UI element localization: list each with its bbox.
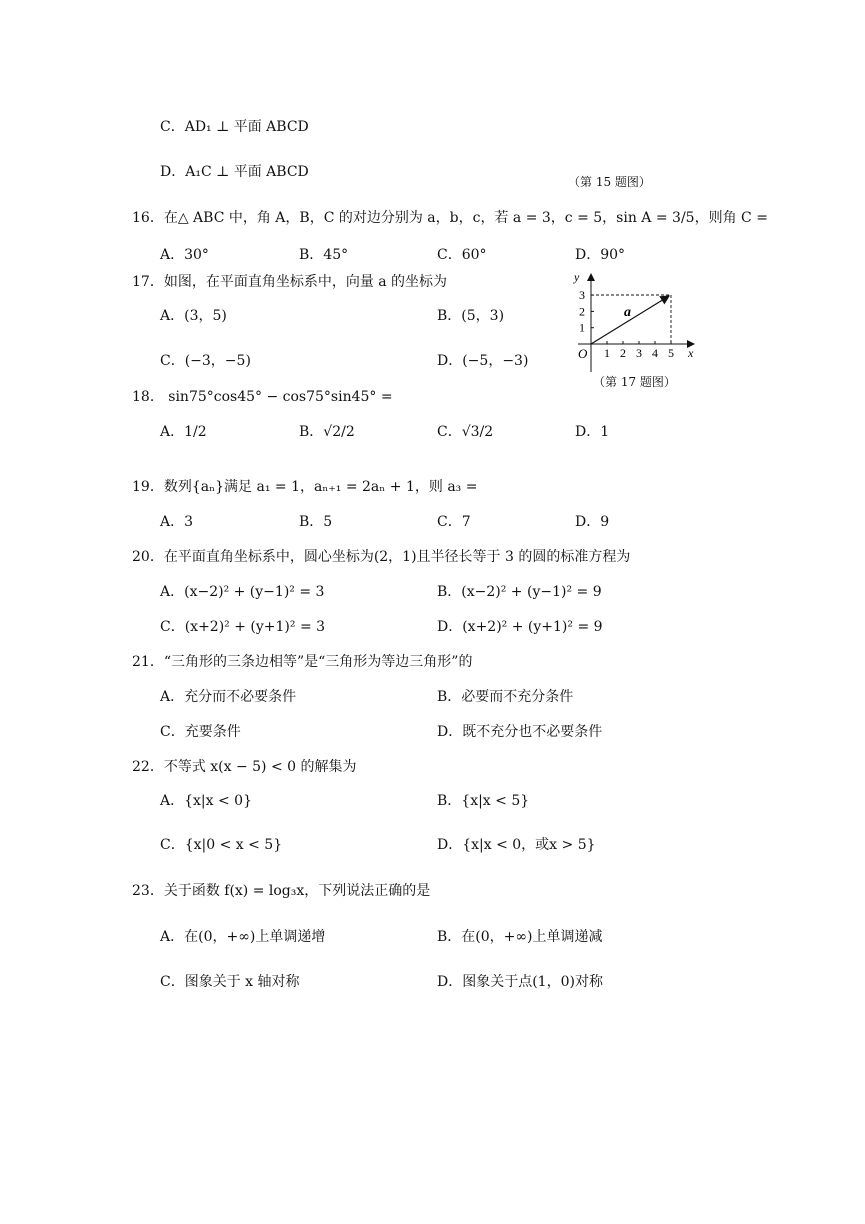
y-axis-label: y xyxy=(574,270,580,284)
q16-option-d: D．90° xyxy=(575,247,626,263)
q23-option-c: C．图象关于 x 轴对称 xyxy=(160,974,300,990)
q15-option-d: D．A₁C ⊥ 平面 ABCD xyxy=(160,164,309,180)
q17-option-b: B．(5，3) xyxy=(437,308,505,324)
q15-figure-caption: （第 15 题图） xyxy=(568,175,651,189)
q21-option-d: D．既不充分也不必要条件 xyxy=(437,724,603,740)
q18-option-a: A．1/2 xyxy=(160,424,207,440)
x-axis-label: x xyxy=(688,346,694,360)
q16-option-c: C．60° xyxy=(437,247,487,263)
q21-option-b: B．必要而不充分条件 xyxy=(437,689,574,705)
q22-option-d: D．{x|x < 0，或x > 5} xyxy=(437,837,596,853)
q19-option-c: C．7 xyxy=(437,514,471,530)
q19-option-b: B．5 xyxy=(299,514,333,530)
q19-stem: 19．数列{aₙ}满足 a₁ = 1，aₙ₊₁ = 2aₙ + 1，则 a₃ = xyxy=(132,479,478,495)
q20-option-d: D．(x+2)² + (y+1)² = 9 xyxy=(437,619,603,635)
q23-option-a: A．在(0，+∞)上单调递增 xyxy=(160,929,326,945)
q21-stem: 21．“三角形的三条边相等”是“三角形为等边三角形”的 xyxy=(132,654,473,670)
origin-label: O xyxy=(578,346,588,361)
q18-option-d: D．1 xyxy=(575,424,610,440)
figure-17-vector-plot xyxy=(562,268,702,378)
q18-option-c: C．√3/2 xyxy=(437,424,494,440)
x-tick-label: 4 xyxy=(652,346,658,360)
q20-option-b: B．(x−2)² + (y−1)² = 9 xyxy=(437,584,602,600)
q18-option-b: B．√2/2 xyxy=(299,424,355,440)
q16-option-a: A．30° xyxy=(160,247,209,263)
q23-option-b: B．在(0，+∞)上单调递减 xyxy=(437,929,603,945)
q17-figure-caption: （第 17 题图） xyxy=(593,375,676,389)
q17-option-d: D．(−5，−3) xyxy=(437,353,529,369)
vector-a-label: a xyxy=(624,305,631,320)
q21-option-c: C．充要条件 xyxy=(160,724,241,740)
x-tick-label: 1 xyxy=(604,346,610,360)
q16-option-b: B．45° xyxy=(299,247,349,263)
q19-option-d: D．9 xyxy=(575,514,610,530)
y-tick-label: 3 xyxy=(579,288,585,303)
x-tick-label: 2 xyxy=(620,346,626,360)
q17-option-a: A．(3，5) xyxy=(160,308,227,324)
q22-option-a: A．{x|x < 0} xyxy=(160,793,252,809)
q18-stem: 18． sin75°cos45° − cos75°sin45° = xyxy=(132,389,393,405)
q22-stem: 22．不等式 x(x − 5) < 0 的解集为 xyxy=(132,759,357,775)
q23-stem: 23．关于函数 f(x) = log₃x，下列说法正确的是 xyxy=(132,883,431,899)
y-tick-label: 1 xyxy=(579,320,585,335)
q22-option-b: B．{x|x < 5} xyxy=(437,793,530,809)
q22-option-c: C．{x|0 < x < 5} xyxy=(160,837,283,853)
q20-stem: 20．在平面直角坐标系中，圆心坐标为(2，1)且半径长等于 3 的圆的标准方程为 xyxy=(132,549,631,565)
q16-stem: 16．在△ ABC 中，角 A，B，C 的对边分别为 a，b，c，若 a = 3，c = 5，sin A = 3/5，则角 C = xyxy=(132,210,768,226)
q19-option-a: A．3 xyxy=(160,514,194,530)
q15-option-c: C．AD₁ ⊥ 平面 ABCD xyxy=(160,119,309,135)
x-tick-label: 3 xyxy=(636,346,642,360)
q17-option-c: C．(−3，−5) xyxy=(160,353,251,369)
q17-stem: 17．如图，在平面直角坐标系中，向量 a 的坐标为 xyxy=(132,274,448,290)
q20-option-c: C．(x+2)² + (y+1)² = 3 xyxy=(160,619,326,635)
vector-a xyxy=(591,296,669,344)
x-tick-label: 5 xyxy=(668,346,674,360)
q23-option-d: D．图象关于点(1，0)对称 xyxy=(437,974,603,990)
q21-option-a: A．充分而不必要条件 xyxy=(160,689,297,705)
q20-option-a: A．(x−2)² + (y−1)² = 3 xyxy=(160,584,325,600)
y-tick-label: 2 xyxy=(579,304,585,319)
